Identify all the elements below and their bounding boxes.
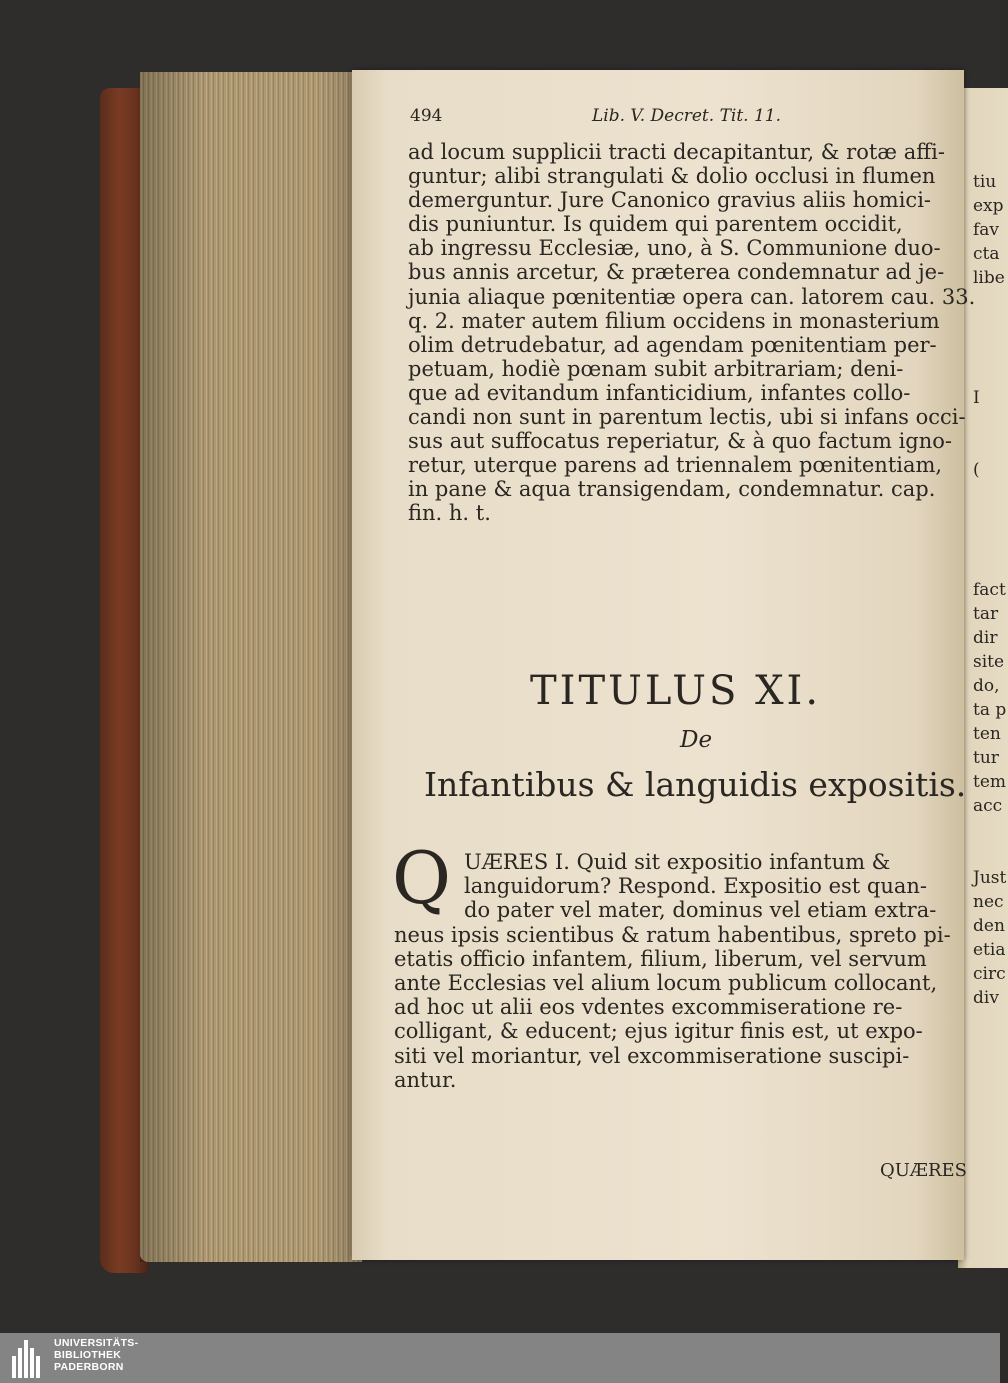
fragment [973,530,1003,554]
body-line: bus annis arcetur, & præterea condemnatur ad je- [408,260,945,285]
fragment: ten [973,724,1001,744]
fragment [973,434,1003,458]
fragment: den [973,916,1005,936]
fragment [973,554,1003,578]
fragment [973,482,1003,506]
fragment: I [973,388,980,408]
body-line: junia aliaque pœnitentiæ opera can. latorem cau. 33. [408,284,976,309]
page-number: 494 [410,106,443,126]
fragment: fact [973,580,1006,600]
body-line: guntur; alibi strangulati & dolio occlusi in flumen [408,164,936,189]
fragment: acc [973,796,1003,816]
fragment [973,362,1003,386]
section-line: etatis officio infantem, filium, liberum, vel servum [394,946,927,971]
fragment: libe [973,268,1005,288]
library-name [54,1337,138,1373]
page-edges-shade [140,72,362,1262]
body-line: que ad evitandum infanticidium, infantes collo- [408,380,911,405]
body-line: ad locum supplicii tracti decapitantur, & rotæ affi- [408,140,945,164]
body-line: ab ingressu Ecclesiæ, uno, à S. Communione duo- [408,236,941,261]
section-line: siti vel moriantur, vel excommiseratione suscipi- [394,1043,910,1068]
fragment [973,290,1003,314]
fragment: site [973,652,1005,672]
section-line: antur. [394,1067,457,1092]
fragment: nec [973,892,1004,912]
body-line: q. 2. mater autem filium occidens in monasterium [408,308,940,333]
fragment: circ [973,964,1006,984]
page-header [410,106,830,126]
fragment: fav [973,220,1000,240]
body-line: in pane & aqua transigendam, condemnatur. cap. [408,477,936,502]
running-head: Lib. V. Decret. Tit. 11. [592,106,782,126]
body-text [408,140,976,526]
section-line: colligant, & educent; ejus igitur finis est, ut expo- [394,1019,923,1044]
titulus-subtitle: Infantibus & languidis expositis. [424,765,967,804]
fragment: Just [973,868,1007,888]
fragment: ( [973,460,980,480]
fragment [973,314,1003,338]
section-line: languidorum? Respond. Expositio est quan- [464,874,928,899]
fragment: cta [973,244,1000,264]
fragment: exp [973,196,1004,216]
fragment: do, [973,676,1000,696]
titulus-heading: TITULUS XI. [530,668,822,714]
section-line: do pater vel mater, dominus vel etiam extra- [464,898,937,923]
section-line: neus ipsis scientibus & ratum habentibus, spreto pi- [394,922,951,947]
section-line: ante Ecclesias vel alium locum publicum collocant, [394,970,938,995]
section-line: ad hoc ut alii eos vdentes excommiseratione re- [394,995,903,1020]
body-line: olim detrudebatur, ad agendam pœnitentiam per- [408,332,937,357]
fragment: ta p [973,700,1007,720]
next-page-fragments [973,170,1007,1010]
section-line: UÆRES I. Quid sit expositio infantum & [464,850,891,874]
body-line: retur, uterque parens ad triennalem pœnitentiam, [408,453,943,478]
drop-cap: Q [392,836,452,920]
body-line: candi non sunt in parentum lectis, ubi si infans occi- [408,405,966,430]
fragment: etia [973,940,1006,960]
library-name-line: PADERBORN [54,1361,124,1373]
fragment [973,338,1003,362]
fragment: dir [973,628,998,648]
body-line: sus aut suffocatus reperiatur, & à quo factum igno- [408,429,953,454]
library-name-line: BIBLIOTHEK [54,1349,122,1361]
fragment: tem [973,772,1007,792]
fragment: div [973,988,999,1008]
library-logo-icon [12,1338,42,1378]
body-line: petuam, hodiè pœnam subit arbitrariam; deni- [408,356,904,381]
fragment [973,506,1003,530]
titulus-de: De [680,727,713,753]
body-line: dis puniuntur. Is quidem qui parentem occidit, [408,212,903,237]
fragment: tar [973,604,999,624]
fragment [973,818,1003,842]
fragment: tiu [973,172,997,192]
section-text [394,850,964,1092]
catchword: QUÆRES [880,1160,967,1181]
fragment [973,410,1003,434]
fragment: tur [973,748,999,768]
library-name-line: UNIVERSITÄTS- [54,1337,139,1349]
body-line: fin. h. t. [408,501,491,526]
footer-bar [0,1333,1000,1383]
fragment [973,842,1003,866]
body-line: demerguntur. Jure Canonico gravius aliis homici- [408,188,932,213]
